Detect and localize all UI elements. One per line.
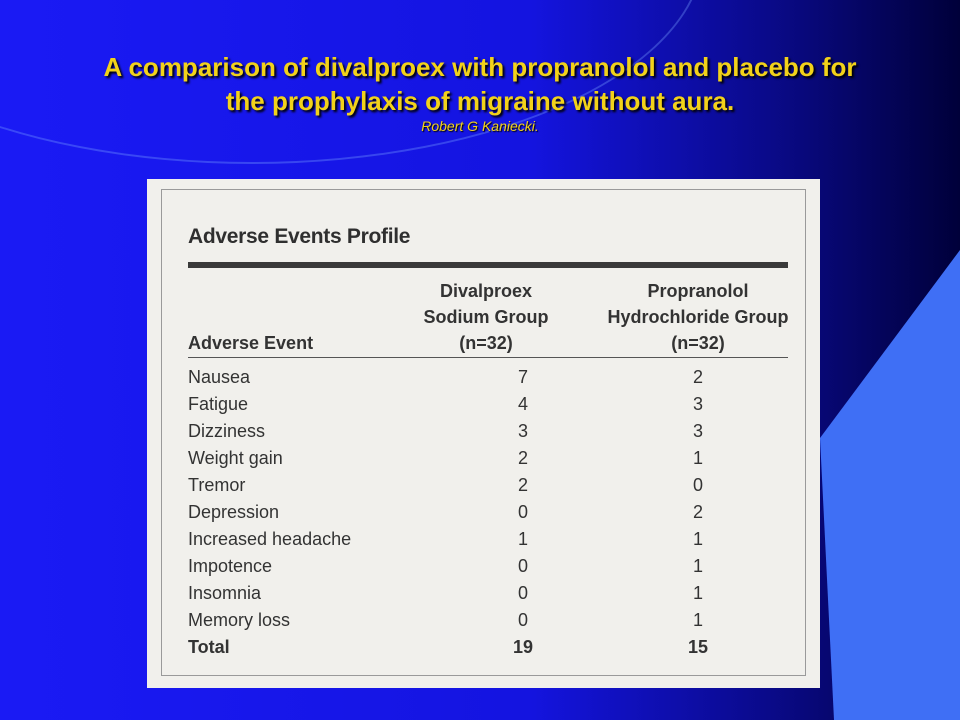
row-event: Impotence <box>188 556 273 576</box>
slide-title-text: A comparison of divalproex with propranolol and placebo for the prophylaxis of migraine without aura. <box>103 52 857 116</box>
header-divalproex-line1: Divalproex <box>439 281 533 301</box>
row-propranolol: 1 <box>692 448 703 468</box>
row-event: Dizziness <box>188 421 266 441</box>
row-event: Insomnia <box>188 583 262 603</box>
row-divalproex: 2 <box>517 475 528 495</box>
header-adverse-event: Adverse Event <box>188 333 314 353</box>
slide-author: Robert G Kaniecki. <box>421 118 539 134</box>
row-divalproex: 0 <box>517 502 528 522</box>
row-propranolol: 3 <box>692 394 703 414</box>
background-stripe <box>820 250 960 720</box>
table-row <box>188 607 788 634</box>
table-row <box>188 553 788 580</box>
table-row <box>188 391 788 418</box>
row-divalproex: 0 <box>517 556 528 576</box>
header-divalproex-line2: Sodium Group <box>423 307 549 327</box>
row-event: Nausea <box>188 367 251 387</box>
header-propranolol-line3: (n=32) <box>671 333 725 353</box>
row-propranolol: 1 <box>692 610 703 630</box>
row-propranolol: 3 <box>692 421 703 441</box>
slide-title <box>90 50 870 134</box>
row-propranolol: 0 <box>692 475 703 495</box>
row-divalproex: 0 <box>517 583 528 603</box>
row-divalproex: 3 <box>517 421 528 441</box>
table-row <box>188 445 788 472</box>
header-propranolol-line2: Hydrochloride Group <box>607 307 789 327</box>
table-row <box>188 418 788 445</box>
row-propranolol: 2 <box>692 367 703 387</box>
row-event: Increased headache <box>188 529 352 549</box>
row-divalproex: 2 <box>517 448 528 468</box>
row-event: Memory loss <box>188 610 291 630</box>
row-propranolol: 1 <box>692 529 703 549</box>
table-row <box>188 499 788 526</box>
total-divalproex: 19 <box>512 637 534 657</box>
row-propranolol: 1 <box>692 556 703 576</box>
table-body <box>188 364 788 661</box>
header-propranolol <box>598 278 798 356</box>
row-divalproex: 4 <box>517 394 528 414</box>
row-event: Depression <box>188 502 280 522</box>
table-row <box>188 364 788 391</box>
table-total-row <box>188 634 788 661</box>
table-row <box>188 526 788 553</box>
table-frame <box>161 189 806 676</box>
row-divalproex: 1 <box>517 529 528 549</box>
total-propranolol: 15 <box>687 637 709 657</box>
row-divalproex: 7 <box>517 367 528 387</box>
header-divalproex <box>416 278 556 356</box>
table-row <box>188 580 788 607</box>
row-event: Tremor <box>188 475 246 495</box>
table-title: Adverse Events Profile <box>188 225 411 248</box>
row-event: Weight gain <box>188 448 283 468</box>
header-divalproex-line3: (n=32) <box>459 333 513 353</box>
table-row <box>188 472 788 499</box>
table-rule-thin <box>188 357 788 358</box>
scanned-table-image <box>147 179 820 688</box>
row-propranolol: 2 <box>692 502 703 522</box>
header-propranolol-line1: Propranolol <box>647 281 749 301</box>
total-label: Total <box>188 637 230 657</box>
table-rule-thick <box>188 262 788 268</box>
row-propranolol: 1 <box>692 583 703 603</box>
row-divalproex: 0 <box>517 610 528 630</box>
row-event: Fatigue <box>188 394 249 414</box>
